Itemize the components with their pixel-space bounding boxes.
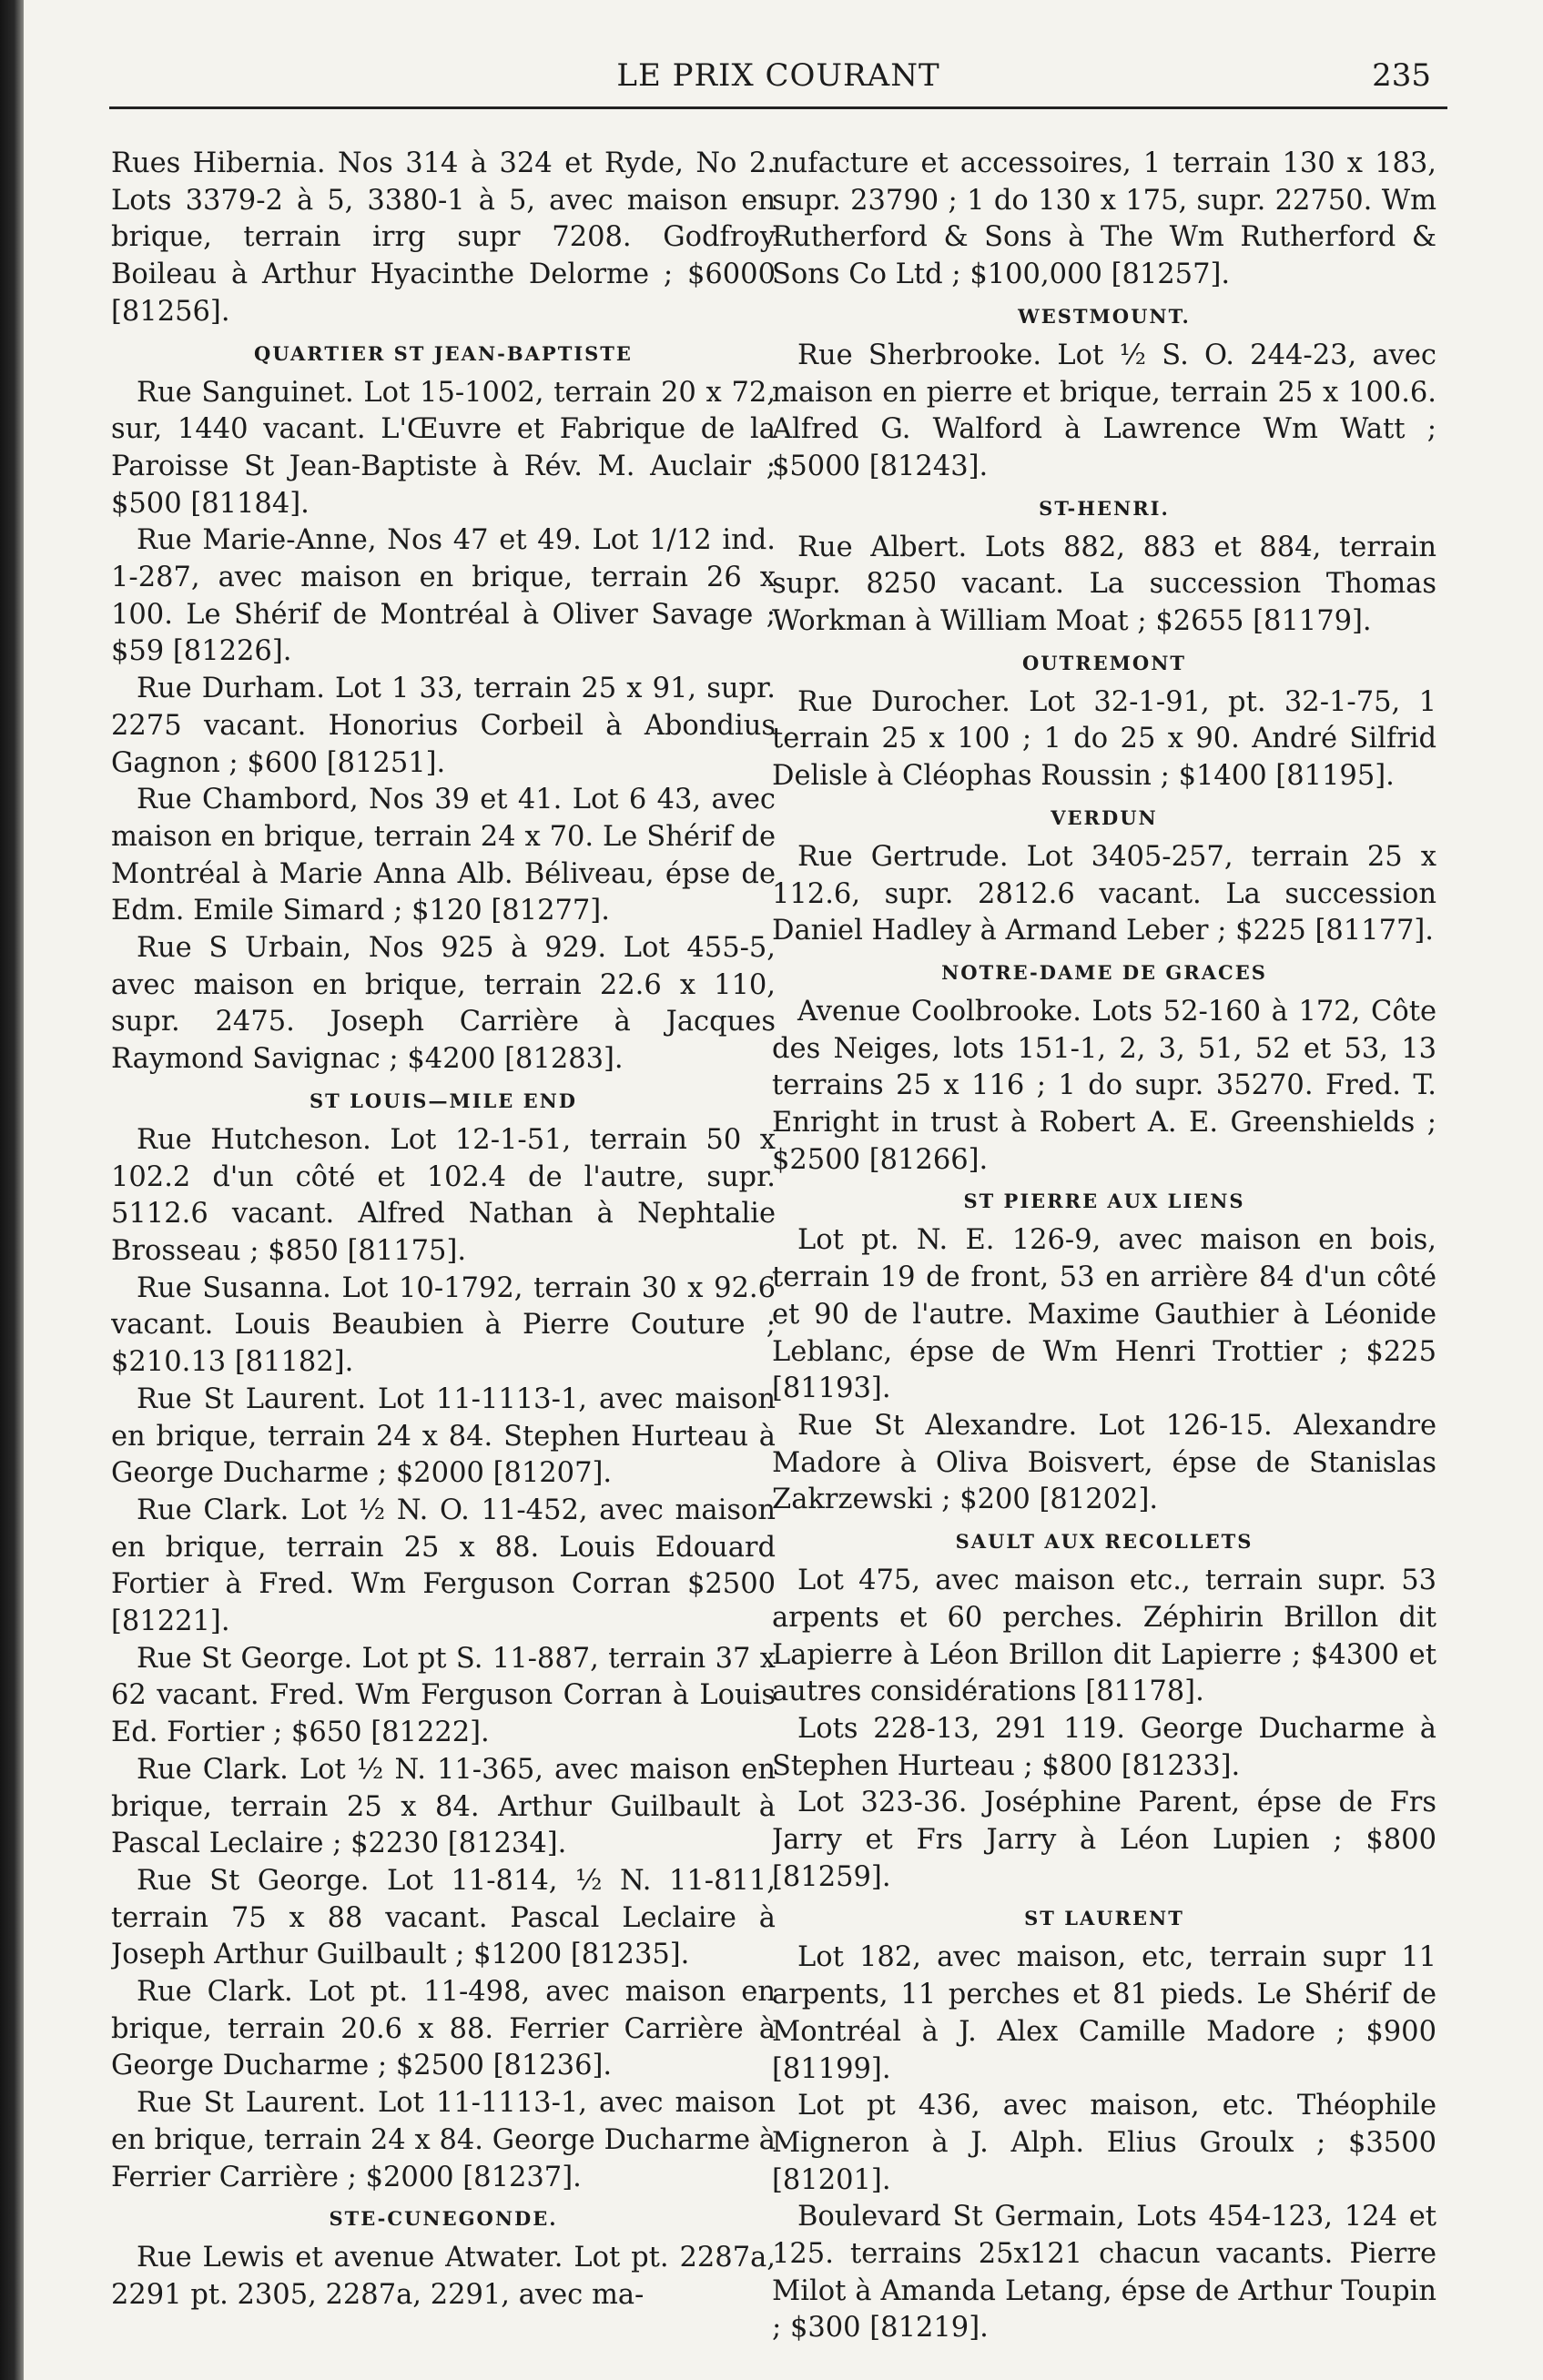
section-heading: NOTRE-DAME DE GRACES [941,960,1267,984]
transaction-entry: Rue St George. Lot pt S. 11-887, terrain 37 x 62 vacant. Fred. Wm Ferguson Corran à Louis Ed. Fortier ; $650 [81222]. [111,1642,776,1749]
section-heading: SAULT AUX RECOLLETS [955,1530,1254,1554]
section-heading: OUTREMONT [1021,651,1187,674]
transaction-entry: Lot pt. N. E. 126-9, avec maison en bois, terrain 19 de front, 53 en arrière 84 d'un côté et 90 de l'autre. Maxime Gauthier à Léonide Leblanc, épse de Wm Henri Trottier ; $225 [81193]. [772,1224,1436,1405]
transaction-entry: Lot pt 436, avec maison, etc. Théophile Migneron à J. Alph. Elius Groulx ; $3500 [81201]. [772,2090,1436,2196]
transaction-entry: Rue Durham. Lot 1 33, terrain 25 x 91, supr. 2275 vacant. Honorius Corbeil à Abondius Gagnon ; $600 [81251]. [111,673,776,779]
page-header [109,50,1447,109]
transaction-entry: Lots 228-13, 291 119. George Ducharme à Stephen Hurteau ; $800 [81233]. [772,1712,1436,1782]
section-heading: QUARTIER ST JEAN-BAPTISTE [254,341,633,365]
transaction-entry: Lot 182, avec maison, etc, terrain supr 11 arpents, 11 perches et 81 pieds. Le Shérif de Montréal à J. Alex Camille Madore ; $900 [81199]. [772,1941,1436,2085]
transaction-entry: Rue Sanguinet. Lot 15-1002, terrain 20 x 72, sur, 1440 vacant. L'Œuvre et Fabrique de la Paroisse St Jean-Baptiste à Rév. M. Auclair ; $500 [81184]. [111,376,776,520]
transaction-entry: Rue St Laurent. Lot 11-1113-1, avec maison en brique, terrain 24 x 84. Stephen Hurteau à George Ducharme ; $2000 [81207]. [111,1382,776,1490]
transaction-entry: Rue Susanna. Lot 10-1792, terrain 30 x 92.6 vacant. Louis Beaubien à Pierre Couture ; $210.13 [81182]. [111,1271,776,1379]
transaction-entry: Rue Sherbrooke. Lot ½ S. O. 244-23, avec maison en pierre et brique, terrain 25 x 100.6. Alfred G. Walford à Lawrence Wm Watt ; $5000 [81243]. [772,339,1436,482]
section-heading: ST PIERRE AUX LIENS [963,1190,1245,1213]
transaction-entry: Rue Hutcheson. Lot 12-1-51, terrain 50 x 102.2 d'un côté et 102.4 de l'autre, supr. 5112.6 vacant. Alfred Nathan à Nephtalie Brosseau ; $850 [81175]. [111,1123,776,1267]
transaction-entry: Rue Durocher. Lot 32-1-91, pt. 32-1-75, 1 terrain 25 x 100 ; 1 do 25 x 90. André Silfrid Delisle à Cléophas Roussin ; $1400 [81195]. [772,685,1436,793]
transaction-entry: Rue St George. Lot 11-814, ½ N. 11-811, terrain 75 x 88 vacant. Pascal Leclaire à Joseph Arthur Guilbault ; $1200 [81235]. [111,1864,776,1971]
scan-binding-edge [0,0,24,2380]
transaction-entry: Lot 475, avec maison etc., terrain supr. 53 arpents et 60 perches. Zéphirin Brillon dit Lapierre à Léon Brillon dit Lapierre ; $4300 et autres considérations [81178]. [772,1565,1436,1708]
section-heading: ST LOUIS—MILE END [309,1089,578,1112]
transaction-entry: Avenue Coolbrooke. Lots 52-160 à 172, Côte des Neiges, lots 151-1, 2, 3, 51, 52 et 53, 13 terrains 25 x 116 ; 1 do supr. 35270. Fred. T. Enright in trust à Robert A. E. Greenshields ; $2500 [81266]. [772,995,1436,1176]
section-heading: WESTMOUNT. [1018,304,1191,328]
transaction-entry: Rue Albert. Lots 882, 883 et 884, terrain supr. 8250 vacant. La succession Thomas Workman à William Moat ; $2655 [81179]. [772,531,1436,638]
transaction-entry: Rue Lewis et avenue Atwater. Lot pt. 2287a, 2291 pt. 2305, 2287a, 2291, avec ma- [111,2242,776,2311]
transaction-entry: Rue St Laurent. Lot 11-1113-1, avec maison en brique, terrain 24 x 84. George Ducharme à Ferrier Carrière ; $2000 [81237]. [111,2087,776,2193]
transaction-entry: Rue Chambord, Nos 39 et 41. Lot 6 43, avec maison en brique, terrain 24 x 70. Le Shérif de Montréal à Marie Anna Alb. Béliveau, épse de Edm. Emile Simard ; $120 [81277]. [111,784,776,927]
transaction-entry: Lot 323-36. Joséphine Parent, épse de Frs Jarry et Frs Jarry à Léon Lupien ; $800 [81259]. [772,1787,1436,1893]
transaction-entry: Rue Clark. Lot pt. 11-498, avec maison en brique, terrain 20.6 x 88. Ferrier Carrière à George Ducharme ; $2500 [81236]. [111,1976,776,2082]
section-heading: VERDUN [1051,805,1158,829]
transaction-entry: Rue Marie-Anne, Nos 47 et 49. Lot 1/12 ind. 1-287, avec maison en brique, terrain 26 x 100. Le Shérif de Montréal à Oliver Savage ; $59 [81226]. [111,524,776,668]
transaction-entry: Rue St Alexandre. Lot 126-15. Alexandre Madore à Oliva Boisvert, épse de Stanislas Zakrzewski ; $200 [81202]. [772,1409,1436,1516]
transaction-entry: Rue S Urbain, Nos 925 à 929. Lot 455-5, avec maison en brique, terrain 22.6 x 110, supr. 2475. Joseph Carrière à Jacques Raymond Savignac ; $4200 [81283]. [111,932,776,1076]
right-column [772,146,1436,2357]
section-heading: ST LAURENT [1024,1907,1184,1930]
transaction-entry: Rues Hibernia. Nos 314 à 324 et Ryde, No 2. Lots 3379-2 à 5, 3380-1 à 5, avec maison en brique, terrain irrg supr 7208. Godfroy Boileau à Arthur Hyacinthe Delorme ; $6000 [81256]. [111,147,776,328]
section-heading: STE-CUNEGONDE. [329,2207,558,2231]
transaction-entry: Rue Clark. Lot ½ N. O. 11-452, avec maison en brique, terrain 25 x 88. Louis Edouard Fortier à Fred. Wm Ferguson Corran $2500 [81221]. [111,1494,776,1638]
running-title: LE PRIX COURANT [616,57,940,94]
transaction-entry: Boulevard St Germain, Lots 454-123, 124 et 125. terrains 25x121 chacun vacants. Pierre Milot à Amanda Letang, épse de Arthur Toupin ; $300 [81219]. [772,2201,1436,2345]
section-heading: ST-HENRI. [1039,496,1170,520]
page-number: 235 [1372,57,1431,94]
left-column [111,146,776,2357]
transaction-entry: nufacture et accessoires, 1 terrain 130 x 183, supr. 23790 ; 1 do 130 x 175, supr. 22750. Wm Rutherford & Sons à The Wm Rutherford & Sons Co Ltd ; $100,000 [81257]. [772,147,1436,291]
transaction-entry: Rue Clark. Lot ½ N. 11-365, avec maison en brique, terrain 25 x 84. Arthur Guilbault à Pascal Leclaire ; $2230 [81234]. [111,1753,776,1860]
transaction-entry: Rue Gertrude. Lot 3405-257, terrain 25 x 112.6, supr. 2812.6 vacant. La succession Daniel Hadley à Armand Leber ; $225 [81177]. [772,840,1436,947]
